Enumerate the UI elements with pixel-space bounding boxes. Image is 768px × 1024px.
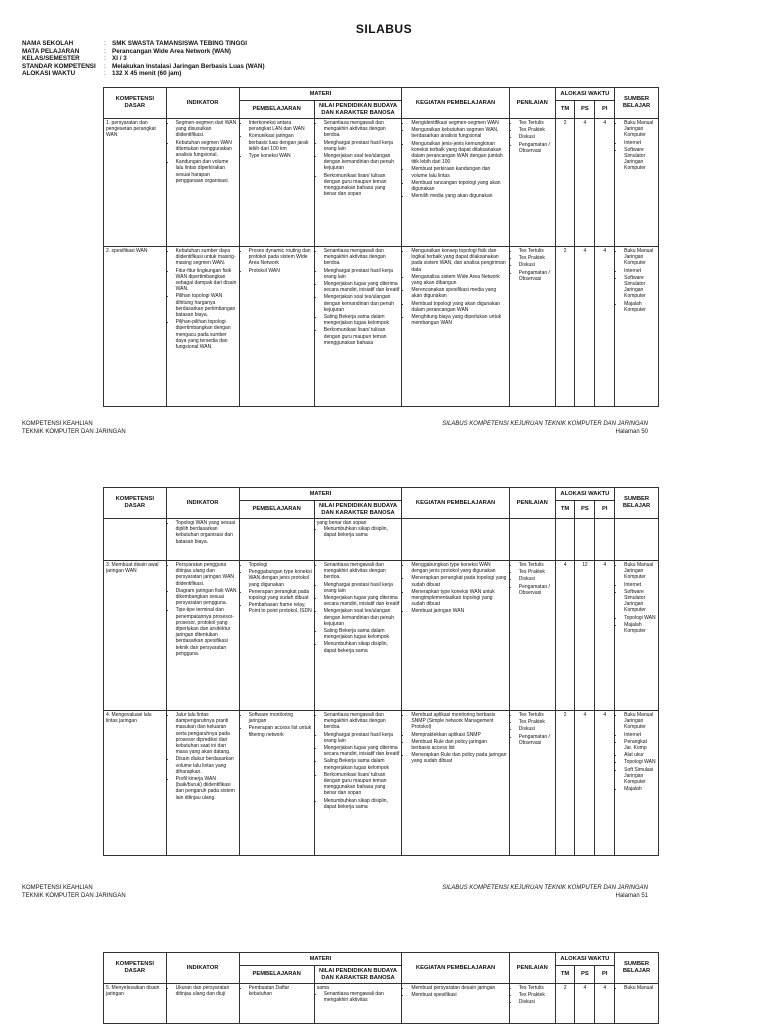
indikator-item: • Kandungan dan volume lalu lintas diperkirakan sesuai harapan penggunaan organisasi. xyxy=(176,159,237,184)
sumber-item: • Buku Manual xyxy=(624,985,656,991)
nilai-item: • Menumbuhkan sikap disiplin, dapat bekerja sama xyxy=(324,526,400,538)
kegiatan-list xyxy=(404,248,506,326)
table-row xyxy=(104,519,659,561)
nilai-cell xyxy=(314,984,402,1024)
header-pi: PI xyxy=(595,501,615,519)
kegiatan-item: • Memilih media yang akan digunakan xyxy=(411,193,506,199)
footer-left xyxy=(22,421,126,436)
meta-row xyxy=(22,55,265,63)
nilai-cell xyxy=(314,519,402,561)
indikator-item: • Jalur lalu lintas dampengaruhnya pranti masukan dan keluaran serta pengaruhnya pada prosesor diprediksi dari kebutuhan saat ini dan masa yang akan datang. xyxy=(176,712,237,755)
header-kompetensi-dasar: KOMPETENSI DASAR xyxy=(104,488,167,519)
nilai-cell xyxy=(314,247,402,407)
footer-left xyxy=(22,885,126,900)
table-row xyxy=(104,561,659,711)
pembelajaran-item: • Pembuatan Daftar kebutuhan xyxy=(249,985,312,997)
pi-cell: 4 xyxy=(595,119,615,247)
sumber-belajar-cell xyxy=(615,247,659,407)
nilai-cell xyxy=(314,711,402,856)
kegiatan-item: • Membuat perkiraan kandungan dan volume lalu lintas xyxy=(411,166,506,178)
footer-program-label: TEKNIK KOMPUTER DAN JARINGAN xyxy=(22,892,126,899)
tm-cell: 2 xyxy=(555,984,575,1024)
indikator-item: • Persyaratan pengguna ditinjau ulang dan persyaratan jaringan WAN diidentifikasi. xyxy=(176,562,237,587)
header-tm: TM xyxy=(555,501,575,519)
pi-cell: 4 xyxy=(595,247,615,407)
indikator-item: • Ukuran dan persyaratan ditinjau ulang dan diuji xyxy=(176,985,237,997)
meta-value: Melakukan Instalasi Jaringan Berbasis Luas (WAN) xyxy=(112,62,265,70)
sumber-belajar-cell xyxy=(615,519,659,561)
indikator-cell xyxy=(166,519,239,561)
kompetensi-dasar-cell: 2. spesifikasi WAN xyxy=(104,247,167,407)
sumber-item: • Majalah Komputer xyxy=(624,622,656,634)
indikator-cell xyxy=(166,561,239,711)
penilaian-cell xyxy=(509,519,555,561)
table-row xyxy=(104,247,659,407)
header-alokasi-waktu: ALOKASI WAKTU xyxy=(555,488,614,501)
nilai-list xyxy=(317,120,400,197)
kegiatan-cell xyxy=(402,119,509,247)
kegiatan-item: • Menghitung biaya yang diperlukan untuk membangun WAN xyxy=(411,314,506,326)
kegiatan-list xyxy=(404,562,506,615)
nilai-list xyxy=(317,991,400,1003)
indikator-list xyxy=(169,712,237,801)
indikator-item: • Segmen-segmen dari WAN yang disusulkan diidentifikasi. xyxy=(176,120,237,139)
meta-row xyxy=(22,70,265,78)
kegiatan-list xyxy=(404,985,506,998)
indikator-cell xyxy=(166,247,239,407)
pi-cell: 4 xyxy=(595,561,615,711)
header-pi: PI xyxy=(595,101,615,119)
sumber-item: • Majalah xyxy=(624,786,656,792)
sumber-belajar-cell xyxy=(615,711,659,856)
nilai-item: • Menumbuhkan sikap disiplin, dapat bekerja sama xyxy=(324,641,400,653)
ps-cell: 4 xyxy=(575,711,595,856)
pembelajaran-item: • Penerapan access list untuk filtering network xyxy=(249,725,312,737)
pembelajaran-item: • Interkoneksi antara perangkat LAN dan WAN xyxy=(249,120,312,132)
indikator-list xyxy=(169,520,237,545)
kegiatan-cell xyxy=(402,711,509,856)
kompetensi-dasar-cell xyxy=(104,519,167,561)
indikator-list xyxy=(169,562,237,657)
kegiatan-cell xyxy=(402,247,509,407)
syllabus-table-page-50 xyxy=(103,87,659,407)
nilai-item: • Menumbuhkan sikap disiplin, dapat bekerja sama xyxy=(324,798,400,810)
sumber-item: • Majalah Komputer xyxy=(624,301,656,313)
indikator-item: • Kebutuhan sumber daya diidentifikasi untuk masing-masing segmen WAN. xyxy=(176,248,237,267)
pembelajaran-cell xyxy=(239,519,314,561)
sumber-list xyxy=(617,120,656,172)
header-alokasi-waktu: ALOKASI WAKTU xyxy=(555,88,614,101)
pembelajaran-item: • Pembahasan frame relay, Point to point protokol, ISDN xyxy=(249,602,312,614)
kegiatan-item: • Membuat aplikasi monitoring berbasis SNMP (Simple network Management Protokol) xyxy=(411,712,506,731)
penilaian-item: • Pengamatan / Observasi xyxy=(519,734,553,746)
header-kompetensi-dasar: KOMPETENSI DASAR xyxy=(104,953,167,984)
meta-row xyxy=(22,40,265,48)
sumber-list xyxy=(617,985,656,991)
penilaian-item: • Tes Praktek xyxy=(519,255,553,261)
nilai-cell xyxy=(314,561,402,711)
meta-label: KELAS/SEMESTER xyxy=(22,55,80,63)
nilai-list xyxy=(317,712,400,810)
sumber-item: • Buku Manual Jaringan Komputer xyxy=(624,120,656,139)
footer-competency-label: KOMPETENSI KEAHLIAN xyxy=(22,885,93,891)
kegiatan-list xyxy=(404,120,506,199)
footer-right xyxy=(442,885,648,900)
header-pi: PI xyxy=(595,966,615,984)
kegiatan-item: • Membuat rancangan topologi yang akan digunakan xyxy=(411,180,506,192)
kegiatan-item: • Membuat persyaratan desain jaringan xyxy=(411,985,506,991)
meta-label: MATA PELAJARAN xyxy=(22,47,80,55)
header-pembelajaran: PEMBELAJARAN xyxy=(239,101,314,119)
indikator-cell xyxy=(166,119,239,247)
nilai-item: • Mengerjakan tugas yang diterima secara mandiri, inisiatif dan kreatif xyxy=(324,281,400,293)
header-sumber-belajar: SUMBER BELAJAR xyxy=(615,488,659,519)
footer-program-label: TEKNIK KOMPUTER DAN JARINGAN xyxy=(22,428,126,435)
header-pembelajaran: PEMBELAJARAN xyxy=(239,501,314,519)
kegiatan-cell xyxy=(402,561,509,711)
meta-separator: : xyxy=(104,55,106,63)
penilaian-item: • Diskusi xyxy=(519,134,553,140)
sumber-list xyxy=(617,562,656,634)
nilai-item: • Mengerjakan tugas yang diterima secara mandiri, inisiatif dan kreatif xyxy=(324,595,400,607)
nilai-item: • Saling Bekerja sama dalam mengerjakan tugas kelompok xyxy=(324,314,400,326)
nilai-item: • Senantiasa mengawali dan mengakhiri aktivitas dengan berdoa. xyxy=(324,712,400,731)
header-nilai-pendidikan: NILAI PENDIDIKAN BUDAYA DAN KARAKTER BANOSA xyxy=(314,101,402,119)
kompetensi-dasar-cell: 5. Menyelesaikan disain jaringan xyxy=(104,984,167,1024)
header-penilaian: PENILAIAN xyxy=(509,488,555,519)
nilai-continued-text: sama xyxy=(316,985,329,991)
kegiatan-list xyxy=(404,712,506,765)
penilaian-list xyxy=(512,562,553,596)
penilaian-item: • Diskusi xyxy=(519,576,553,582)
penilaian-item: • Tes Praktek xyxy=(519,127,553,133)
sumber-item: • Internet xyxy=(624,268,656,274)
kegiatan-item: • Menganalisa sistem Wide Area Network yang akan dibangun xyxy=(411,274,506,286)
indikator-cell xyxy=(166,711,239,856)
nilai-item: • Senantiasa mengawali dan mengakhiri aktivitas xyxy=(324,991,400,1003)
table-row xyxy=(104,711,659,856)
document-meta xyxy=(22,40,265,78)
meta-row xyxy=(22,63,265,71)
penilaian-list xyxy=(512,985,553,1006)
syllabus-table-page-51 xyxy=(103,487,659,856)
kegiatan-item: • Mengidentifikasi segmen-segmen WAN xyxy=(411,120,506,126)
penilaian-item: • Diskusi xyxy=(519,262,553,268)
nilai-item: • Mengerjakan soal tes/ulangan dengan kemandirian dan penuh kejujuran xyxy=(324,608,400,627)
pi-cell: 4 xyxy=(595,984,615,1024)
pembelajaran-item: • Penerapan perangkat pada topologi yang sudah dibuat xyxy=(249,589,312,601)
indikator-item: • Pilihan-pilihan topologi dipertimbangkan dengan mengacu pada sumber daya yang tersedia dan fungsional WAN. xyxy=(176,319,237,350)
pembelajaran-list xyxy=(242,120,312,159)
pi-cell: 4 xyxy=(595,711,615,856)
sumber-item: • Internet xyxy=(624,582,656,588)
header-penilaian: PENILAIAN xyxy=(509,953,555,984)
nilai-item: • Senantiasa mengawali dan mengakhiri aktivitas dengan berdoa. xyxy=(324,562,400,581)
page-title: SILABUS xyxy=(355,22,413,36)
header-tm: TM xyxy=(555,101,575,119)
indikator-item: • Disain diukur berdasarkan volume lalu lintas yang diharapkan. xyxy=(176,756,237,775)
ps-cell xyxy=(575,519,595,561)
nilai-list xyxy=(317,562,400,654)
kompetensi-dasar-cell: 4. Mengevaluasi lalu lintas jaringan xyxy=(104,711,167,856)
meta-row xyxy=(22,48,265,56)
indikator-list xyxy=(169,985,237,997)
pembelajaran-list xyxy=(242,712,312,738)
penilaian-item: • Tes Tertulis xyxy=(519,985,553,991)
sumber-item: • Software Simulator Jaringan Komputer xyxy=(624,589,656,614)
header-materi: MATERI xyxy=(239,953,402,966)
penilaian-item: • Tes Tertulis xyxy=(519,712,553,718)
sumber-item: • Buku Manual Jaringan Komputer xyxy=(624,562,656,581)
page-number: Halaman 50 xyxy=(615,428,648,435)
sumber-list xyxy=(617,248,656,313)
ps-cell: 4 xyxy=(575,984,595,1024)
tm-cell xyxy=(555,519,575,561)
penilaian-item: • Tes Tertulis xyxy=(519,120,553,126)
footer-right xyxy=(442,421,648,436)
kegiatan-item: • Membuat spesifikasi xyxy=(411,992,506,998)
sumber-item: • Internet xyxy=(624,140,656,146)
sumber-item: • Software Simulator Jaringan Komputer xyxy=(624,147,656,172)
table-row xyxy=(104,984,659,1024)
meta-value: Perancangan Wide Area Network (WAN) xyxy=(112,47,232,55)
sumber-item: • Software Simulator Jaringan Komputer xyxy=(624,275,656,300)
header-tm: TM xyxy=(555,966,575,984)
penilaian-cell xyxy=(509,711,555,856)
meta-value: SMK SWASTA TAMANSISWA TEBING TINGGI xyxy=(112,40,248,47)
meta-value: 132 X 45 menit (60 jam) xyxy=(112,70,182,78)
nilai-item: • Mengerjakan tugas yang diterima secara mandiri, inisiatif dan kreatif xyxy=(324,745,400,757)
meta-label: NAMA SEKOLAH xyxy=(22,40,74,47)
pembelajaran-cell xyxy=(239,119,314,247)
header-pembelajaran: PEMBELAJARAN xyxy=(239,966,314,984)
header-sumber-belajar: SUMBER BELAJAR xyxy=(615,953,659,984)
pembelajaran-item: • Protokol WAN xyxy=(249,268,312,274)
pembelajaran-item: • Type koneksi WAN xyxy=(249,153,312,159)
nilai-item: • Berkomunikasi lisan/ tulisan dengan guru maupun teman menggunakan bahasa xyxy=(324,327,400,346)
meta-separator: : xyxy=(104,70,106,78)
header-ps: PS xyxy=(575,966,595,984)
nilai-item: • Menghargai prestasi hasil kerja orang lain xyxy=(324,140,400,152)
pembelajaran-cell xyxy=(239,561,314,711)
pembelajaran-list xyxy=(242,985,312,997)
ps-cell: 4 xyxy=(575,119,595,247)
nilai-item: • Menghargai prestasi hasil kerja orang lain xyxy=(324,582,400,594)
footer-syllabus-label: SILABUS KOMPETENSI KEJURUAN TEKNIK KOMPUTER DAN JARINGAN xyxy=(442,421,648,427)
sumber-list xyxy=(617,712,656,792)
nilai-item: • Menghargai prestasi hasil kerja orang lain xyxy=(324,732,400,744)
pembelajaran-item: • Komunikasi jaringan berbasis luas dengan jarak lebih dari 100 km xyxy=(249,133,312,152)
sumber-item: • Alat ukur xyxy=(624,752,656,758)
penilaian-item: • Diskusi xyxy=(519,726,553,732)
nilai-list xyxy=(317,248,400,346)
penilaian-cell xyxy=(509,984,555,1024)
pembelajaran-item: • Topologi xyxy=(249,562,312,568)
nilai-continued-text: yang benar dan sopan xyxy=(316,520,367,526)
nilai-item: • Mengerjakan soal tes/ulangan dengan kemandirian dan penuh kejujuran xyxy=(324,153,400,172)
nilai-item: • Senantiasa mengawali dan mengakhiri aktivitas dengan berdoa. xyxy=(324,120,400,139)
header-nilai-pendidikan: NILAI PENDIDIKAN BUDAYA DAN KARAKTER BANOSA xyxy=(314,501,402,519)
meta-label: STANDAR KOMPETENSI xyxy=(22,62,96,70)
indikator-item: • Diagram jaringan fisik WAN dikembangkan sesuai persyaratan pengguna. xyxy=(176,588,237,607)
penilaian-list xyxy=(512,120,553,154)
header-row xyxy=(104,88,659,101)
penilaian-item: • Pengamatan / Observasi xyxy=(519,270,553,282)
meta-value: XI / 3 xyxy=(112,55,127,63)
penilaian-cell xyxy=(509,119,555,247)
pembelajaran-item: • Proses dynamic routing dan protokol pada sistem Wide Area Network xyxy=(249,248,312,267)
penilaian-item: • Tes Praktek xyxy=(519,992,553,998)
kegiatan-item: • Membuat topologi yang akan digunakan dalam perancangan WAN xyxy=(411,301,506,313)
sumber-item: • Soft Simulasi Jaringan Komputer xyxy=(624,767,656,786)
header-materi: MATERI xyxy=(239,488,402,501)
pi-cell xyxy=(595,519,615,561)
tm-cell: 2 xyxy=(555,711,575,856)
kegiatan-item: • Menguraikan jenis-jenis kemungkinan koneksi terbaik yang dapat dilaksanakan dalam perancangan WAN dengan jumlah titik lebih dari 100 xyxy=(411,141,506,166)
sumber-item: • Topologi WAN xyxy=(624,759,656,765)
kegiatan-cell xyxy=(402,519,509,561)
pembelajaran-cell xyxy=(239,711,314,856)
meta-separator: : xyxy=(104,62,106,70)
nilai-list xyxy=(317,526,400,538)
sumber-item: • Internet xyxy=(624,732,656,738)
nilai-item: • Saling Bekerja sama dalam mengerjakan tugas kelompok xyxy=(324,758,400,770)
tm-cell: 4 xyxy=(555,561,575,711)
header-indikator: INDIKATOR xyxy=(166,88,239,119)
sumber-item: • Buku Manual Jaringan Komputer xyxy=(624,248,656,267)
indikator-cell xyxy=(166,984,239,1024)
nilai-item: • Senantiasa mengawali dan mengakhiri aktivitas dengan berdoa. xyxy=(324,248,400,267)
header-row xyxy=(104,488,659,501)
penilaian-list xyxy=(512,248,553,282)
indikator-item: • Fitur-fitur lingkungan fisik WAN dipertimbangkan sebagai dampak dari disain WAN. xyxy=(176,268,237,293)
tm-cell: 2 xyxy=(555,247,575,407)
kegiatan-item: • Merencanakan spesifikasi media yang akan digunakan xyxy=(411,287,506,299)
penilaian-item: • Pengamatan / Observasi xyxy=(519,584,553,596)
nilai-item: • Mengerjakan soal tes/ulangan dengan kemandirian dan penuh kejujuran xyxy=(324,294,400,313)
nilai-item: • Menghargai prestasi hasil kerja orang lain xyxy=(324,268,400,280)
footer-syllabus-label: SILABUS KOMPETENSI KEJURUAN TEKNIK KOMPUTER DAN JARINGAN xyxy=(442,885,648,891)
page-number: Halaman 51 xyxy=(615,892,648,899)
sumber-belajar-cell xyxy=(615,561,659,711)
kegiatan-item: • Menerapkan perangkat pada topologi yang sudah dibuat xyxy=(411,575,506,587)
header-alokasi-waktu: ALOKASI WAKTU xyxy=(555,953,614,966)
pembelajaran-list xyxy=(242,562,312,615)
sumber-item: • Topologi WAN xyxy=(624,615,656,621)
sumber-belajar-cell xyxy=(615,984,659,1024)
ps-cell: 4 xyxy=(575,247,595,407)
nilai-item: • Berkomunikasi lisan/ tulisan dengan guru maupun teman menggunakan bahasa yang benar dan sopan xyxy=(324,772,400,797)
syllabus-table-page-52 xyxy=(103,952,659,1024)
kegiatan-item: • Menguraikan kebutuhan segmen WAN, berdasarkan analisis fungsional xyxy=(411,127,506,139)
kompetensi-dasar-cell: 1. persyaratan dan pengesetan perangkat WAN xyxy=(104,119,167,247)
header-ps: PS xyxy=(575,501,595,519)
header-materi: MATERI xyxy=(239,88,402,101)
table-row xyxy=(104,119,659,247)
nilai-cell xyxy=(314,119,402,247)
header-ps: PS xyxy=(575,101,595,119)
sumber-belajar-cell xyxy=(615,119,659,247)
header-sumber-belajar: SUMBER BELAJAR xyxy=(615,88,659,119)
penilaian-list xyxy=(512,712,553,746)
pembelajaran-list xyxy=(242,248,312,274)
indikator-item: • Profil kinerja WAN (baik/buruk) diidentifikasi dan pengaruh pada sistem lain ditinjau ulang. xyxy=(176,776,237,801)
nilai-item: • Berkomunikasi lisan/ tulisan dengan guru maupun teman menggunakan bahasa yang benar dan sopan xyxy=(324,173,400,198)
indikator-item: • Kebutuhan segmen WAN ditentukan menggunakan analisis fungsional. xyxy=(176,140,237,159)
header-kegiatan: KEGIATAN PEMBELAJARAN xyxy=(402,953,509,984)
header-kegiatan: KEGIATAN PEMBELAJARAN xyxy=(402,488,509,519)
penilaian-item: • Tes Tertulis xyxy=(519,562,553,568)
kegiatan-item: • Menerapkan type koneksi WAN untuk mengimplementasikan topologi yang sudah dibuat xyxy=(411,589,506,608)
meta-separator: : xyxy=(104,40,106,47)
pembelajaran-cell xyxy=(239,247,314,407)
penilaian-item: • Diskusi xyxy=(519,999,553,1005)
kegiatan-item: • Membuat Rule dan policy jaringan berbasis access list xyxy=(411,739,506,751)
kegiatan-cell xyxy=(402,984,509,1024)
nilai-item: • Saling Bekerja sama dalam mengerjakan tugas kelompok xyxy=(324,628,400,640)
indikator-list xyxy=(169,248,237,350)
penilaian-cell xyxy=(509,561,555,711)
ps-cell: 12 xyxy=(575,561,595,711)
kegiatan-item: • Menguraikan konsep topologi fisik dan logikal terbaik yang dapat dilaksanakan pada sistem WAN, dan analisa pengiriman data xyxy=(411,248,506,273)
pembelajaran-cell xyxy=(239,984,314,1024)
meta-separator: : xyxy=(104,47,106,55)
footer-competency-label: KOMPETENSI KEAHLIAN xyxy=(22,421,93,427)
indikator-list xyxy=(169,120,237,184)
sumber-item: • Perangkat Jar. Komp xyxy=(624,739,656,751)
kegiatan-item: • Mempraktekkan aplikasi SNMP xyxy=(411,732,506,738)
header-row xyxy=(104,953,659,966)
header-penilaian: PENILAIAN xyxy=(509,88,555,119)
penilaian-item: • Tes Praktek xyxy=(519,719,553,725)
penilaian-item: • Tes Praktek xyxy=(519,569,553,575)
penilaian-item: • Tes Tertulis xyxy=(519,248,553,254)
meta-label: ALOKASI WAKTU xyxy=(22,70,76,78)
tm-cell: 2 xyxy=(555,119,575,247)
penilaian-item: • Pengamatan / Observasi xyxy=(519,142,553,154)
pembelajaran-item: • Penggabungan type koneksi WAN dengan jenis protokol yang digunakan xyxy=(249,569,312,588)
indikator-item: • Tipe-tipe terminal dan penempatannya prosesor-prosesor, protokol yang diperlukan dan arsitektur jaringan ditentukan berdasarkan spesifikasi teknik dan persyaratan pengguna. xyxy=(176,607,237,657)
kegiatan-item: • Membuat jaringan WAN xyxy=(411,608,506,614)
header-nilai-pendidikan: NILAI PENDIDIKAN BUDAYA DAN KARAKTER BANOSA xyxy=(314,966,402,984)
pembelajaran-item: • Software monitoring jaringan xyxy=(249,712,312,724)
kompetensi-dasar-cell: 3. Membuat disain awal jaringan WAN xyxy=(104,561,167,711)
kegiatan-item: • Menerapkan Rule dan policy pada jaringan yang sudah dibuat xyxy=(411,752,506,764)
header-kompetensi-dasar: KOMPETENSI DASAR xyxy=(104,88,167,119)
kegiatan-item: • Menggabungkan type koneksi WAN dengan jenis protokol yang digunakan xyxy=(411,562,506,574)
header-kegiatan: KEGIATAN PEMBELAJARAN xyxy=(402,88,509,119)
header-indikator: INDIKATOR xyxy=(166,488,239,519)
indikator-item: • Pilihan topologi WAN dihitung harganya berdasarkan pertimbangan batasan biaya. xyxy=(176,293,237,318)
penilaian-cell xyxy=(509,247,555,407)
header-indikator: INDIKATOR xyxy=(166,953,239,984)
sumber-item: • Buku Manual Jaringan Komputer xyxy=(624,712,656,731)
indikator-item: • Topologi WAN yang sesuai dipilih berdasarkan kebutuhan organisasi dan batasan biaya. xyxy=(176,520,237,545)
